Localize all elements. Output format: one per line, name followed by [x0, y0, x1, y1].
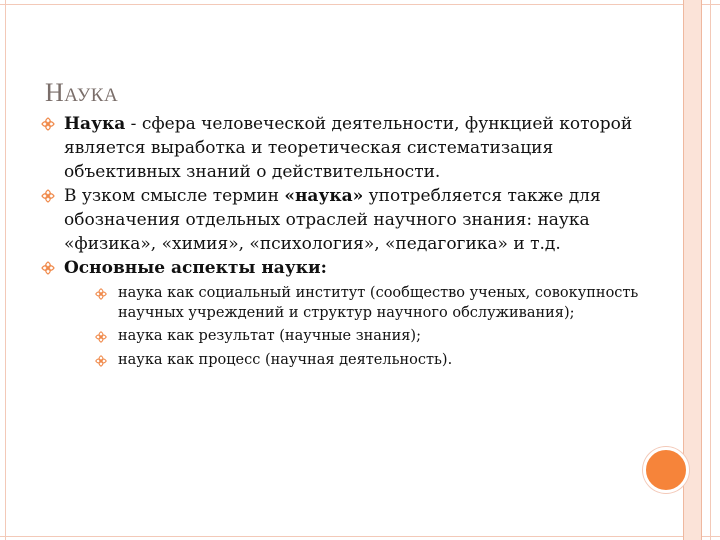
- frame-line-bottom: [0, 536, 720, 537]
- sub-bullet-list: [88, 284, 640, 370]
- fleuron-bullet-icon: [94, 330, 108, 344]
- bullet-item: [40, 112, 640, 184]
- fleuron-bullet-icon: [40, 260, 56, 276]
- sub-bullet-item: [88, 351, 640, 371]
- fleuron-bullet-icon: [40, 188, 56, 204]
- decorative-orange-dot: [643, 447, 689, 493]
- bullet-text: [64, 256, 640, 280]
- sub-bullet-item: [88, 327, 640, 347]
- bullet-heading: Основные аспекты науки:: [64, 258, 327, 278]
- bullet-text-post: употребляется также для обозначения отдельных отраслей научного знания: наука «физика», «химия», «психология», «педагогика» и т.д.: [64, 186, 601, 254]
- slide-title: [45, 78, 118, 108]
- bullet-text: [64, 184, 640, 256]
- bullet-text: [64, 112, 640, 184]
- frame-line-top: [0, 4, 720, 5]
- bullet-item: [40, 256, 640, 370]
- bullet-text-pre: В узком смысле термин: [64, 186, 285, 206]
- fleuron-bullet-icon: [94, 354, 108, 368]
- sub-bullet-text: наука как процесс (научная деятельность).: [118, 351, 453, 368]
- bullet-term: Наука: [64, 114, 126, 134]
- sub-bullet-text: наука как социальный институт (сообщество ученых, совокупность научных учреждений и структур научного обслуживания);: [118, 285, 639, 321]
- sub-bullet-text: наука как результат (научные знания);: [118, 328, 421, 344]
- bullet-term: «наука»: [284, 186, 364, 206]
- sub-bullet-item: [88, 284, 640, 323]
- frame-line-left: [5, 0, 6, 540]
- frame-line-right: [710, 0, 711, 540]
- slide-content: [40, 112, 640, 374]
- bullet-definition: - сфера человеческой деятельности, функцией которой является выработка и теоретическая систематизация объективных знаний о действительности.: [64, 114, 633, 182]
- fleuron-bullet-icon: [40, 116, 56, 132]
- bullet-item: [40, 184, 640, 256]
- title-first-letter: Н: [45, 78, 65, 107]
- title-rest: АУКА: [64, 85, 119, 106]
- fleuron-bullet-icon: [94, 287, 108, 301]
